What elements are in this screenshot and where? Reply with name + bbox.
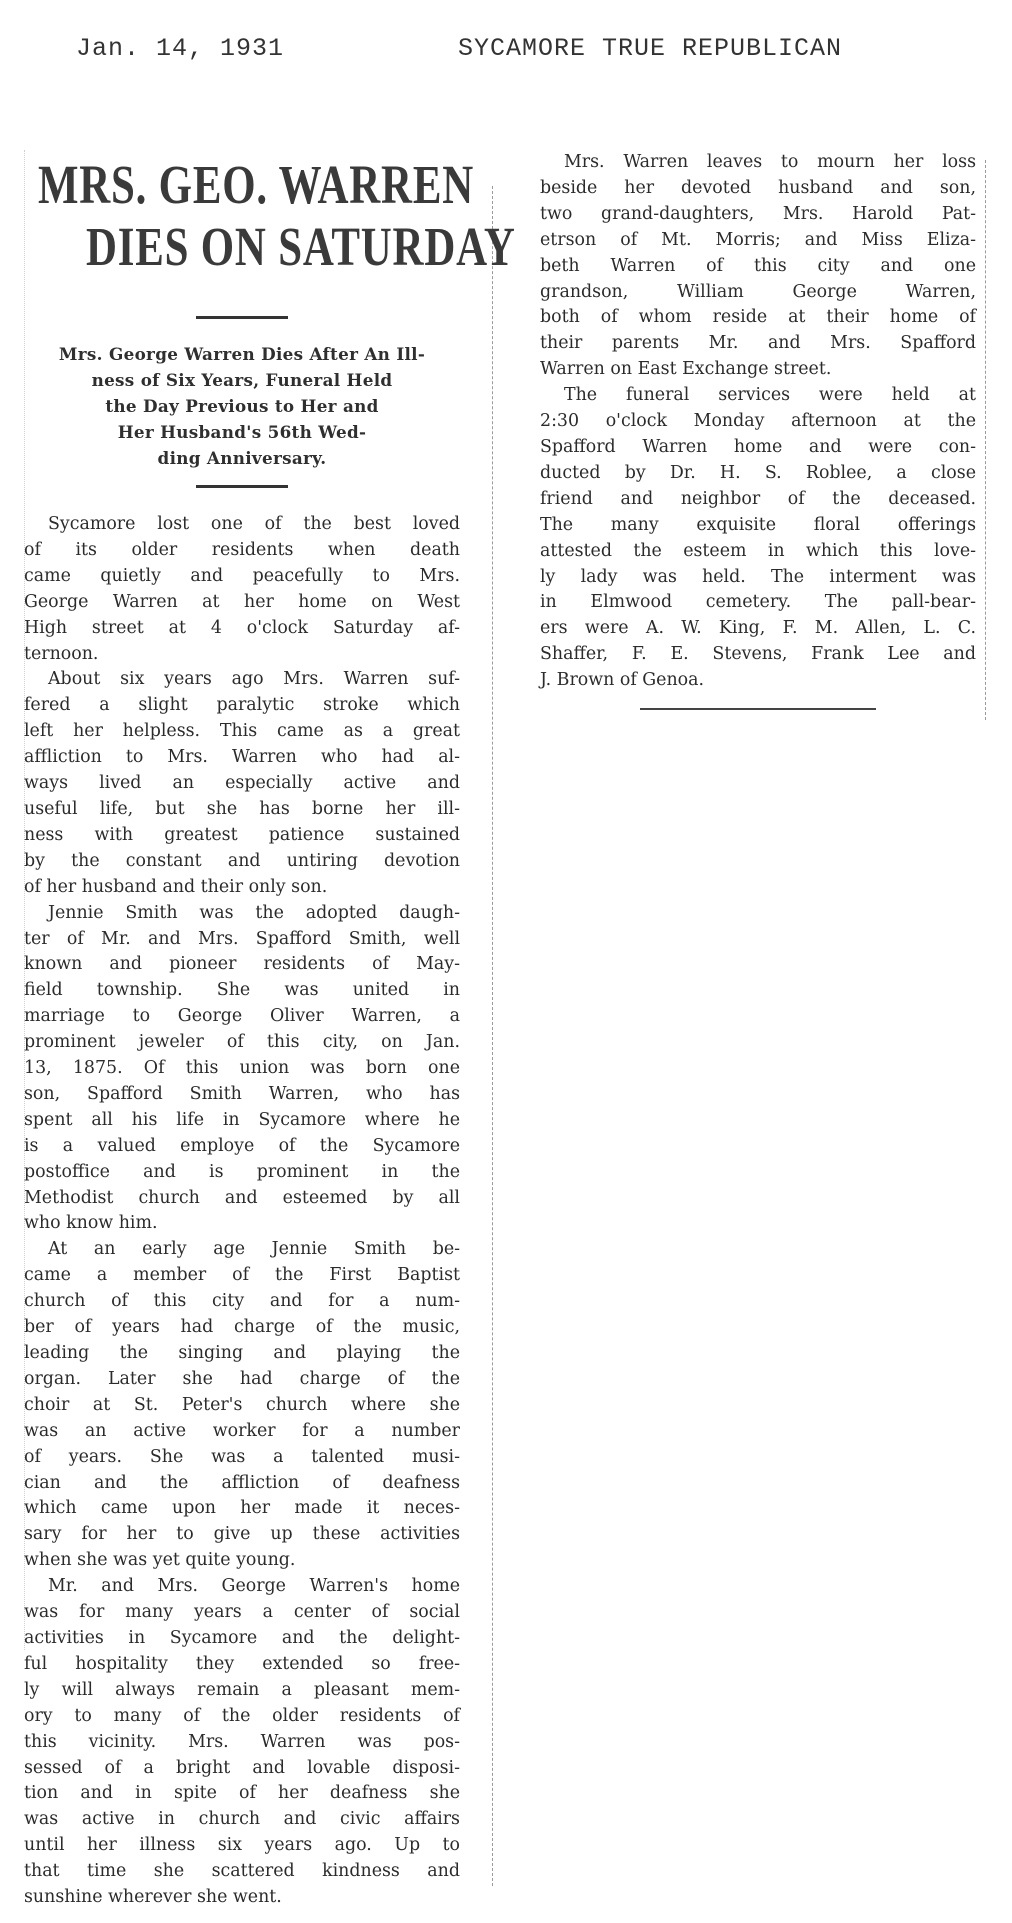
text-line: Shaffer, F. E. Stevens, Frank Lee and	[540, 644, 976, 665]
article-end-rule	[640, 708, 876, 710]
article-left-column	[24, 152, 516, 1911]
text-line: left her helpless. This came as a great	[24, 721, 460, 742]
text-line: field township. She was united in	[24, 980, 460, 1001]
text-line: by the constant and untiring devotion	[24, 850, 460, 871]
text-line: cian and the affliction of deafness	[24, 1472, 460, 1493]
deck-line: ding Anniversary.	[157, 448, 327, 468]
text-line: is a valued employe of the Sycamore	[24, 1135, 460, 1156]
text-line: Mr. and Mrs. George Warren's home	[48, 1576, 460, 1597]
text-line: ducted by Dr. H. S. Roblee, a close	[540, 462, 976, 483]
text-line: High street at 4 o'clock Saturday af-	[24, 617, 460, 638]
text-line: ber of years had charge of the music,	[24, 1317, 460, 1338]
text-line: was for many years a center of social	[24, 1602, 460, 1623]
article-paragraph	[540, 150, 976, 383]
text-line: marriage to George Oliver Warren, a	[24, 1006, 460, 1027]
column-divider	[492, 186, 493, 1886]
deck-line: Mrs. George Warren Dies After An Ill-	[58, 344, 426, 364]
subheadline-deck	[24, 341, 460, 471]
text-line: The funeral services were held at	[564, 385, 976, 406]
text-line: tion and in spite of her deafness she	[24, 1783, 460, 1804]
newspaper-name: SYCAMORE TRUE REPUBLICAN	[458, 34, 843, 63]
text-line: who know him.	[24, 1213, 158, 1234]
text-line: prominent jeweler of this city, on Jan.	[24, 1032, 460, 1053]
text-line: affliction to Mrs. Warren who had al-	[24, 747, 460, 768]
text-line: 13, 1875. Of this union was born one	[24, 1058, 460, 1079]
text-line: friend and neighbor of the deceased.	[540, 488, 976, 509]
column-right-edge	[985, 160, 986, 720]
text-line: ers were A. W. King, F. M. Allen, L. C.	[540, 618, 976, 639]
text-line: Methodist church and esteemed by all	[24, 1187, 460, 1208]
deck-line: the Day Previous to Her and	[105, 396, 379, 416]
text-line: their parents Mr. and Mrs. Spafford	[540, 333, 976, 354]
headline-line-2: DIES ON SATURDAY	[86, 216, 516, 277]
deck-line: ness of Six Years, Funeral Held	[91, 370, 393, 390]
text-line: beth Warren of this city and one	[540, 255, 976, 276]
text-line: beside her devoted husband and son,	[540, 177, 976, 198]
text-line: church of this city and for a num-	[24, 1291, 460, 1312]
article-paragraph	[24, 1237, 460, 1574]
text-line: activities in Sycamore and the delight-	[24, 1627, 460, 1648]
article-paragraph	[24, 512, 460, 667]
text-line: came a member of the First Baptist	[24, 1265, 460, 1286]
text-line: of years. She was a talented musi-	[24, 1446, 460, 1467]
article-paragraph	[24, 1574, 460, 1911]
text-line: two grand-daughters, Mrs. Harold Pat-	[540, 203, 976, 224]
text-line: sunshine wherever she went.	[24, 1887, 282, 1908]
text-line: George Warren at her home on West	[24, 591, 460, 612]
text-line: Spafford Warren home and were con-	[540, 436, 976, 457]
text-line: At an early age Jennie Smith be-	[48, 1239, 460, 1260]
text-line: that time she scattered kindness and	[24, 1861, 460, 1882]
text-line: Sycamore lost one of the best loved	[48, 514, 460, 534]
text-line: ternoon.	[24, 643, 99, 664]
text-line: spent all his life in Sycamore where he	[24, 1109, 460, 1130]
text-line: sessed of a bright and lovable disposi-	[24, 1757, 460, 1778]
article-right-column	[540, 150, 976, 710]
text-line: choir at St. Peter's church where she	[24, 1394, 460, 1415]
text-line: ter of Mr. and Mrs. Spafford Smith, well	[24, 928, 460, 949]
text-line: attested the esteem in which this love-	[540, 540, 976, 561]
text-line: until her illness six years ago. Up to	[24, 1835, 460, 1856]
text-line: sary for her to give up these activities	[24, 1524, 460, 1545]
text-line: in Elmwood cemetery. The pall-bear-	[540, 592, 976, 613]
text-line: postoffice and is prominent in the	[24, 1161, 460, 1182]
article-paragraph	[24, 667, 460, 900]
text-line: organ. Later she had charge of the	[24, 1368, 460, 1389]
text-line: leading the singing and playing the	[24, 1343, 460, 1363]
text-line: fered a slight paralytic stroke which	[24, 695, 460, 716]
text-line: The many exquisite floral offerings	[540, 514, 976, 535]
text-line: 2:30 o'clock Monday afternoon at the	[540, 411, 976, 432]
text-line: Warren on East Exchange street.	[540, 359, 832, 380]
text-line: ly lady was held. The interment was	[540, 566, 976, 587]
text-line: J. Brown of Genoa.	[540, 670, 705, 691]
deck-divider	[196, 485, 288, 488]
text-line: son, Spafford Smith Warren, who has	[24, 1083, 460, 1104]
text-line: was active in church and civic affairs	[24, 1809, 460, 1830]
text-line: of its older residents when death	[24, 539, 460, 560]
publication-date: Jan. 14, 1931	[76, 34, 285, 63]
text-line: this vicinity. Mrs. Warren was pos-	[24, 1731, 460, 1752]
text-line: both of whom reside at their home of	[540, 307, 976, 328]
article-paragraph	[24, 901, 460, 1238]
text-line: ness with greatest patience sustained	[24, 824, 460, 845]
text-line: ory to many of the older residents of	[24, 1705, 460, 1726]
text-line: About six years ago Mrs. Warren suf-	[48, 669, 460, 690]
text-line: known and pioneer residents of May-	[24, 954, 460, 975]
text-line: ways lived an especially active and	[24, 773, 460, 794]
article-paragraph	[540, 383, 976, 694]
deck-line: Her Husband's 56th Wed-	[117, 422, 367, 442]
text-line: was an active worker for a number	[24, 1420, 460, 1441]
text-line: Mrs. Warren leaves to mourn her loss	[564, 152, 976, 172]
headline-line-1: MRS. GEO. WARREN	[38, 154, 474, 215]
text-line: useful life, but she has borne her ill-	[24, 798, 460, 819]
headline	[24, 154, 516, 278]
text-line: ly will always remain a pleasant mem-	[24, 1679, 460, 1700]
text-line: ful hospitality they extended so free-	[24, 1653, 460, 1674]
text-line: which came upon her made it neces-	[24, 1498, 460, 1519]
text-line: came quietly and peacefully to Mrs.	[24, 565, 460, 586]
article-body-left	[24, 512, 460, 1911]
text-line: grandson, William George Warren,	[540, 281, 976, 302]
headline-divider	[196, 316, 288, 319]
text-line: of her husband and their only son.	[24, 876, 328, 897]
text-line: when she was yet quite young.	[24, 1550, 296, 1571]
article-body-right	[540, 150, 976, 694]
text-line: Jennie Smith was the adopted daugh-	[48, 902, 460, 923]
text-line: etrson of Mt. Morris; and Miss Eliza-	[540, 229, 976, 250]
